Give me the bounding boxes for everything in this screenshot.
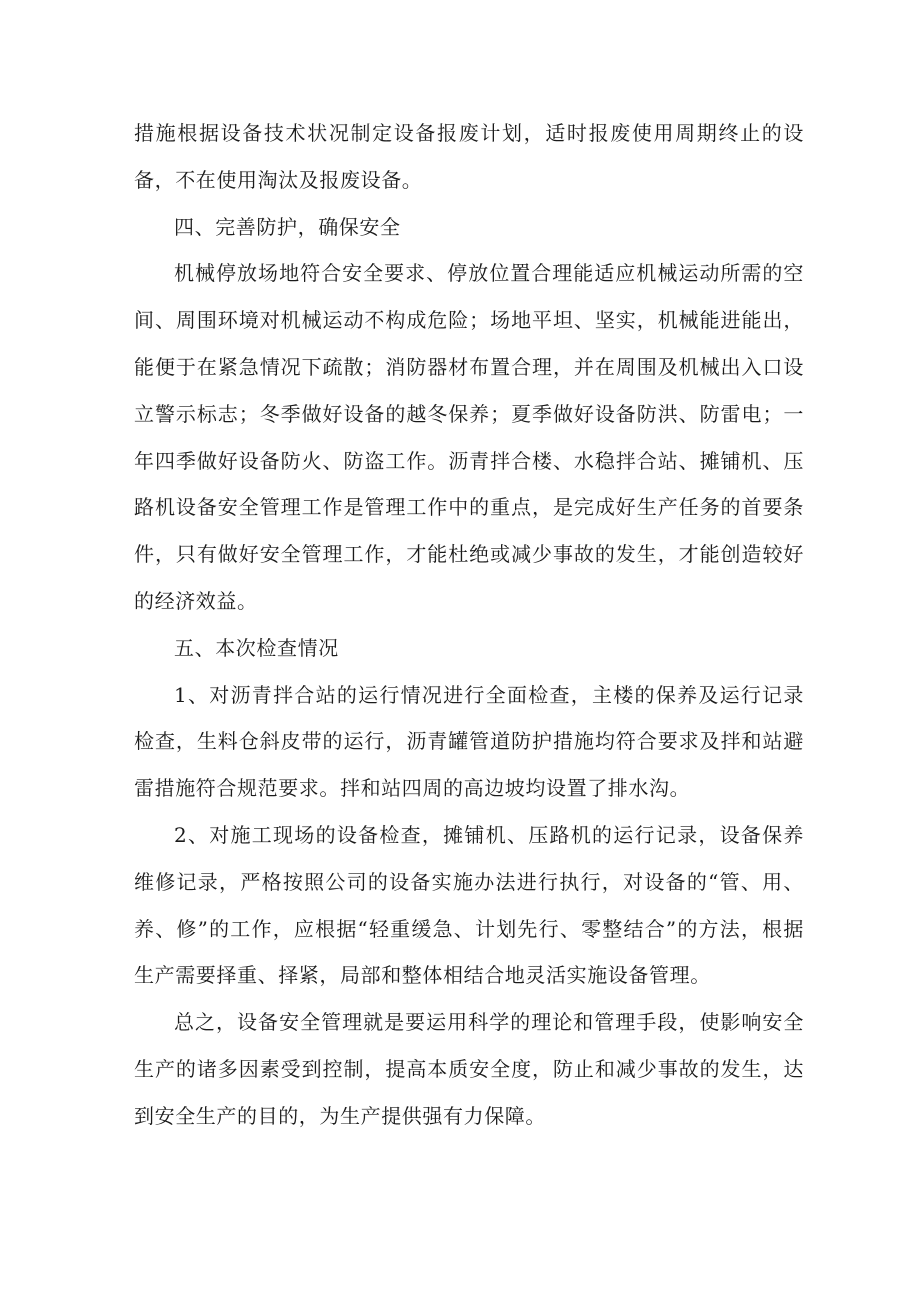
section-heading-protection: 四、完善防护，确保安全 [174,214,401,239]
paragraph-parking-safety: 机械停放场地符合安全要求、停放位置合理能适应机械运动所需的空间、周围环境对机械运动不构成危险；场地平坦、坚实，机械能进能出，能便于在紧急情况下疏散；消防器材布置合理，并在周围及机械出入口设立警示标志；冬季做好设备的越冬保养；夏季做好设备防洪、防雷电；一年四季做好设备防火、防盗工作。沥青拌合楼、水稳拌合站、摊铺机、压路机设备安全管理工作是管理工作中的重点，是完成好生产任务的首要条件，只有做好安全管理工作，才能杜绝或减少事故的发生，才能创造较好的经济效益。 [134,261,804,613]
document-body [134,110,804,1140]
paragraph-inspection-item-2: 2、对施工现场的设备检查，摊铺机、压路机的运行记录，设备保养维修记录，严格按照公司的设备实施办法进行执行，对设备的“管、用、养、修”的工作，应根据“轻重缓急、计划先行、零整结合”的方法，根据生产需要择重、择紧，局部和整体相结合地灵活实施设备管理。 [134,822,804,988]
paragraph-inspection-item-1: 1、对沥青拌合站的运行情况进行全面检查，主楼的保养及运行记录检查，生料仓斜皮带的运行，沥青罐管道防护措施均符合要求及拌和站避雷措施符合规范要求。拌和站四周的高边坡均设置了排水沟。 [134,682,804,801]
paragraph-measures-continued: 措施根据设备技术状况制定设备报废计划，适时报废使用周期终止的设备，不在使用淘汰及报废设备。 [134,121,804,192]
section-heading-inspection: 五、本次检查情况 [174,635,339,660]
paragraph-conclusion: 总之，设备安全管理就是要运用科学的理论和管理手段，使影响安全生产的诸多因素受到控制，提高本质安全度，防止和减少事故的发生，达到安全生产的目的，为生产提供强有力保障。 [134,1010,804,1128]
